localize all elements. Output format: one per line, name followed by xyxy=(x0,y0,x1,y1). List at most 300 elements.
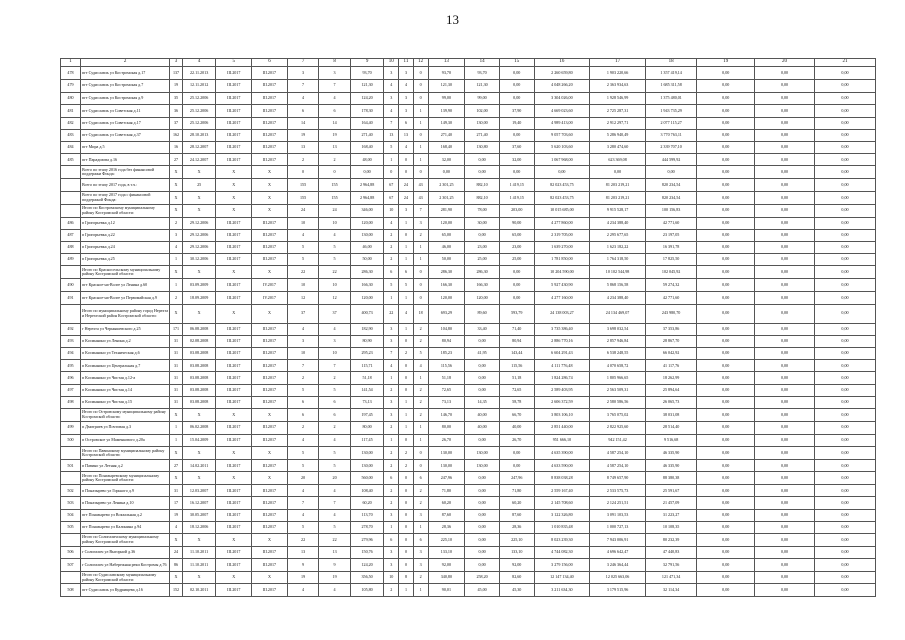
table-cell: 1 xyxy=(170,279,183,292)
table-cell: 0,00 xyxy=(814,571,875,584)
table-cell: 2 xyxy=(399,460,414,472)
table-cell: 0,00 xyxy=(755,92,815,105)
table-cell: 0,00 xyxy=(755,204,815,217)
table-cell: 27 xyxy=(170,460,183,472)
table-cell: 0,00 xyxy=(755,266,815,279)
table-cell: 155 xyxy=(287,191,319,204)
table-cell: 505 xyxy=(61,521,81,533)
table-cell: 4 xyxy=(399,304,414,323)
table-cell: 4 xyxy=(413,360,428,372)
table-cell: 1 xyxy=(384,154,399,166)
table-cell: 2 964,88 xyxy=(350,191,384,204)
table-cell: 0,00 xyxy=(697,323,755,335)
table-cell: 168,40 xyxy=(350,141,384,153)
table-cell: 3 246 364,44 xyxy=(590,558,646,571)
table-cell: Итого по Павинскому муниципальному району Костромской области: xyxy=(80,447,169,460)
table-cell: 0 xyxy=(413,291,428,304)
table-cell: 0,00 xyxy=(697,497,755,509)
table-cell: 162 xyxy=(170,129,183,141)
table-cell: 10 xyxy=(287,217,319,229)
table-cell: 2 xyxy=(384,241,399,253)
table-cell: 13 xyxy=(399,129,414,141)
table-cell: 0,00 xyxy=(755,79,815,92)
table-cell: 22 xyxy=(319,533,351,546)
table-cell: 29.12.2006 xyxy=(182,217,216,229)
table-cell: 2 295 677,65 xyxy=(590,229,646,241)
table-cell: 2 xyxy=(413,335,428,347)
table-cell: 0,00 xyxy=(814,408,875,421)
table-cell: 486 xyxy=(61,217,81,229)
table-cell: 3 803 106,10 xyxy=(534,408,590,421)
table-cell: 14 xyxy=(319,117,351,129)
table-cell: 7 xyxy=(319,360,351,372)
table-cell: 104,80 xyxy=(428,323,465,335)
table-cell: 0 xyxy=(399,154,414,166)
table-cell: 2 xyxy=(170,291,183,304)
table-cell: 31 xyxy=(170,360,183,372)
table-cell: 3 xyxy=(384,396,399,408)
table-cell: 10 015 685,00 xyxy=(534,204,590,217)
table-cell: 0,00 xyxy=(697,105,755,117)
table-cell: 4 xyxy=(287,485,319,497)
table-cell: 71,40 xyxy=(499,323,534,335)
table-cell: 0 xyxy=(413,166,428,179)
table-cell: III.2017 xyxy=(216,421,252,434)
table-cell: 37,60 xyxy=(499,141,534,153)
table-cell: 3 xyxy=(287,67,319,80)
table-cell: III.2017 xyxy=(216,217,252,229)
table-cell: 0,00 xyxy=(534,166,590,179)
table-cell: 593,79 xyxy=(499,304,534,323)
table-cell: 1 xyxy=(170,434,183,447)
table-cell: 9 915 528,17 xyxy=(590,204,646,217)
table-cell: 0,00 xyxy=(814,217,875,229)
table-cell: 121 471,34 xyxy=(645,571,696,584)
table-cell: 99,00 xyxy=(428,92,465,105)
table-cell: пгт Судиславль ул Костромская д.17 xyxy=(80,67,169,80)
table-cell: 2 xyxy=(399,348,414,360)
table-cell: 81 203 219,21 xyxy=(590,191,646,204)
table-cell xyxy=(61,447,81,460)
table-cell: 0,00 xyxy=(499,447,534,460)
table-cell: г Солигалич ул Выгорной д.36 xyxy=(80,546,169,558)
table-cell: 130,00 xyxy=(350,229,384,241)
table-cell: 225,10 xyxy=(428,533,465,546)
table-cell: 0,00 xyxy=(814,360,875,372)
table-cell: 25.12.2006 xyxy=(182,117,216,129)
table-cell: 32 114,34 xyxy=(645,584,696,597)
table-cell: 0,00 xyxy=(428,166,465,179)
table-cell: 0,00 xyxy=(814,204,875,217)
table-cell: 278,70 xyxy=(350,521,384,533)
table-cell: 499 xyxy=(61,421,81,434)
table-cell: 2 xyxy=(413,229,428,241)
table-cell: III.2017 xyxy=(252,79,288,92)
table-cell: 2 301,25 xyxy=(428,179,465,192)
table-cell: 03.08.2008 xyxy=(182,372,216,384)
table-cell: III.2017 xyxy=(252,117,288,129)
table-cell: 18 xyxy=(413,304,428,323)
table-row xyxy=(61,217,876,229)
table-cell: X xyxy=(170,304,183,323)
table-cell: III.2017 xyxy=(252,92,288,105)
column-header: 9 xyxy=(350,59,384,67)
table-cell: 1 xyxy=(384,291,399,304)
table-cell: 81 203 219,21 xyxy=(590,179,646,192)
table-cell: 51,18 xyxy=(499,372,534,384)
table-cell: 0,00 xyxy=(590,166,646,179)
table-header xyxy=(61,59,876,67)
table-cell: Всего по этапу 2017 года с финансовой поддержкой Фонда: xyxy=(80,191,169,204)
table-cell: X xyxy=(182,408,216,421)
table-cell: III.2017 xyxy=(216,497,252,509)
table-cell: 2 124 251,51 xyxy=(590,497,646,509)
table-cell: 37 xyxy=(287,304,319,323)
table-cell: 490 xyxy=(61,279,81,292)
table-cell: 5 xyxy=(287,460,319,472)
table-cell: III.2017 xyxy=(216,584,252,597)
table-cell: 0 xyxy=(413,447,428,460)
table-cell: 0,00 xyxy=(755,485,815,497)
table-cell: 10 xyxy=(384,204,399,217)
table-cell: 497 xyxy=(61,384,81,396)
table-cell: 06.08.2008 xyxy=(182,323,216,335)
table-cell: X xyxy=(252,166,288,179)
table-cell: 0,00 xyxy=(755,179,815,192)
table-cell: 0,00 xyxy=(814,497,875,509)
table-cell: 6 xyxy=(319,396,351,408)
table-cell: 3 770 763,11 xyxy=(645,129,696,141)
table-cell: 0,00 xyxy=(755,154,815,166)
table-cell: 28,36 xyxy=(499,521,534,533)
table-cell xyxy=(61,571,81,584)
table-cell: 46,00 xyxy=(350,241,384,253)
table-cell: Итого по Поназыревскому муниципальному району Костромской области: xyxy=(80,472,169,485)
table-cell: X xyxy=(182,166,216,179)
table-cell: 1 419,15 xyxy=(499,179,534,192)
table-cell: 1 xyxy=(399,241,414,253)
table-row xyxy=(61,509,876,521)
table-cell xyxy=(61,533,81,546)
table-cell: 5 xyxy=(319,521,351,533)
table-cell: 0,00 xyxy=(465,229,500,241)
table-cell: 29.12.2006 xyxy=(182,241,216,253)
table-cell: 1 357 419,14 xyxy=(645,67,696,80)
table-cell: 12 025 663,06 xyxy=(590,571,646,584)
table-cell: 2 xyxy=(384,497,399,509)
table-cell: 121,30 xyxy=(465,79,500,92)
table-cell: X xyxy=(216,571,252,584)
table-cell: 03.08.2008 xyxy=(182,384,216,396)
table-cell: 0,00 xyxy=(499,460,534,472)
table-cell: 4 989 413,00 xyxy=(534,117,590,129)
table-cell: 0,00 xyxy=(697,485,755,497)
table-cell: 0,00 xyxy=(465,497,500,509)
table-cell: 185,23 xyxy=(428,348,465,360)
table-cell: 4 xyxy=(319,229,351,241)
table-cell: 3 xyxy=(384,92,399,105)
table-cell: 489 xyxy=(61,254,81,266)
table-cell: 0,00 xyxy=(697,79,755,92)
table-cell: 60,20 xyxy=(499,497,534,509)
table-cell: 6 xyxy=(399,117,414,129)
table-cell: 24 138 003,27 xyxy=(534,304,590,323)
table-cell: 0,00 xyxy=(755,460,815,472)
table-cell: п Григорьевка д.22 xyxy=(80,229,169,241)
table-cell: III.2017 xyxy=(216,105,252,117)
table-cell: 2 xyxy=(170,217,183,229)
table-row xyxy=(61,335,876,347)
table-cell: 0,00 xyxy=(755,254,815,266)
table-cell: 03.08.2008 xyxy=(182,396,216,408)
table-row xyxy=(61,384,876,396)
table-cell: 26,70 xyxy=(499,434,534,447)
table-cell: III.2017 xyxy=(216,335,252,347)
table-cell: 1 943 735,29 xyxy=(645,105,696,117)
table-cell: III.2017 xyxy=(252,396,288,408)
table-cell: 5 xyxy=(287,384,319,396)
table-cell: 0,00 xyxy=(814,558,875,571)
table-cell: 30.12.2006 xyxy=(182,254,216,266)
table-cell xyxy=(61,191,81,204)
table-cell: X xyxy=(182,191,216,204)
table-cell: 10 204 590,00 xyxy=(534,266,590,279)
table-cell: п Григорьевка д.25 xyxy=(80,254,169,266)
table-cell: 72,65 xyxy=(499,384,534,396)
table-cell: 0,00 xyxy=(465,533,500,546)
table-cell: 42 771,60 xyxy=(645,291,696,304)
table-cell: 50,00 xyxy=(428,254,465,266)
table-cell: 6 604 291,43 xyxy=(534,348,590,360)
table-cell: 28.12.2007 xyxy=(182,141,216,153)
table-cell: 2 xyxy=(287,372,319,384)
table-cell: 0,00 xyxy=(755,335,815,347)
table-cell: 243 980,70 xyxy=(645,304,696,323)
table-cell: X xyxy=(252,533,288,546)
column-header: 18 xyxy=(645,59,696,67)
table-cell: 4 xyxy=(399,79,414,92)
table-cell: 494 xyxy=(61,348,81,360)
table-cell: 26,70 xyxy=(428,434,465,447)
table-cell: 1 623 182,22 xyxy=(590,241,646,253)
table-row xyxy=(61,372,876,384)
table-cell: 2 725 287,31 xyxy=(590,105,646,117)
table-cell: 0 xyxy=(319,166,351,179)
table-row xyxy=(61,571,876,584)
table-cell: 4 xyxy=(384,360,399,372)
table-cell: III.2017 xyxy=(216,141,252,153)
table-cell: 0 xyxy=(399,472,414,485)
table-cell: пгт Судиславль ул Советская д.37 xyxy=(80,129,169,141)
table-cell: 0,00 xyxy=(697,92,755,105)
table-row xyxy=(61,92,876,105)
table-cell: III.2017 xyxy=(216,360,252,372)
table-cell: 4 587 254,10 xyxy=(590,460,646,472)
table-cell: 1 764 318,50 xyxy=(590,254,646,266)
table-cell: 480 xyxy=(61,92,81,105)
table-cell: 0,00 xyxy=(814,304,875,323)
table-cell: 9 xyxy=(319,558,351,571)
table-cell: 3 xyxy=(399,105,414,117)
table-cell: III.2017 xyxy=(216,154,252,166)
table-cell: 120,00 xyxy=(465,291,500,304)
table-cell: 2 580 586,56 xyxy=(590,396,646,408)
table-cell: пгт Поназырево ул Вокзальная д.2 xyxy=(80,509,169,521)
table-cell: III.2017 xyxy=(252,360,288,372)
table-cell: 0,00 xyxy=(755,191,815,204)
table-cell: 102 045,92 xyxy=(645,266,696,279)
table-cell: 146,70 xyxy=(428,408,465,421)
table-cell: 12.03.2007 xyxy=(182,485,216,497)
table-cell: 2 xyxy=(319,421,351,434)
table-cell: 2 912 297,71 xyxy=(590,117,646,129)
table-cell: 4 277 160,00 xyxy=(534,291,590,304)
table-cell: 58,78 xyxy=(499,396,534,408)
table-body xyxy=(61,67,876,597)
table-cell: 0,00 xyxy=(465,154,500,166)
table-cell: 0,00 xyxy=(755,509,815,521)
table-cell: 3 xyxy=(384,323,399,335)
table-cell: 4 xyxy=(319,509,351,521)
table-cell: 38 031,08 xyxy=(645,408,696,421)
table-cell: 487 xyxy=(61,229,81,241)
table-cell: 4 696 642,47 xyxy=(590,546,646,558)
table-cell: 80,94 xyxy=(428,335,465,347)
table-cell: 484 xyxy=(61,141,81,153)
table-row xyxy=(61,204,876,217)
column-header: 7 xyxy=(287,59,319,67)
table-cell: п Павино ул Летняя д.2 xyxy=(80,460,169,472)
table-cell: 1 805 966,65 xyxy=(590,372,646,384)
table-cell: 35 xyxy=(170,92,183,105)
table-cell: 0,00 xyxy=(697,141,755,153)
table-cell: 33,40 xyxy=(465,323,500,335)
table-cell: 4 xyxy=(384,79,399,92)
table-cell: 0,00 xyxy=(755,67,815,80)
table-cell: 0,00 xyxy=(697,117,755,129)
table-cell: 8 749 657,90 xyxy=(590,472,646,485)
table-cell: 137 xyxy=(170,67,183,80)
table-cell: 3 xyxy=(287,335,319,347)
table-cell: п Поназырево ул Горького д.9 xyxy=(80,485,169,497)
column-header: 1 xyxy=(61,59,81,67)
table-cell: 1 xyxy=(384,434,399,447)
table-cell: 19 xyxy=(170,79,183,92)
table-cell: 1 xyxy=(399,584,414,597)
table-cell: 29.12.2006 xyxy=(182,229,216,241)
table-cell: X xyxy=(170,472,183,485)
table-cell: III.2017 xyxy=(252,323,288,335)
table-cell: 51,18 xyxy=(428,372,465,384)
table-cell: 5 xyxy=(319,384,351,396)
table-cell: X xyxy=(252,447,288,460)
table-cell: 2 589 403,95 xyxy=(534,384,590,396)
table-cell: 0,00 xyxy=(755,521,815,533)
table-row xyxy=(61,154,876,166)
table-cell: III.2017 xyxy=(216,291,252,304)
table-cell: 0,00 xyxy=(499,79,534,92)
table-row xyxy=(61,279,876,292)
table-cell: 90,01 xyxy=(428,584,465,597)
table-cell: 0 xyxy=(399,384,414,396)
table-cell: III.2017 xyxy=(216,79,252,92)
table-cell: X xyxy=(170,166,183,179)
table-cell: III.2017 xyxy=(252,546,288,558)
table-cell: 820 234,54 xyxy=(645,191,696,204)
table-cell: 0,00 xyxy=(814,279,875,292)
table-row xyxy=(61,117,876,129)
table-cell: 10 xyxy=(319,348,351,360)
table-cell: 139,90 xyxy=(428,105,465,117)
table-cell: пгт Красное-на-Волге ул Ленина д.60 xyxy=(80,279,169,292)
table-cell: X xyxy=(170,447,183,460)
table-cell: 3 091 103,53 xyxy=(590,509,646,521)
table-cell: 0,00 xyxy=(814,191,875,204)
table-cell: 0 xyxy=(413,92,428,105)
table-cell: 100 156,83 xyxy=(645,204,696,217)
table-cell: 0,00 xyxy=(814,372,875,384)
table-cell: 2 851 440,00 xyxy=(534,421,590,434)
table-cell: 0,00 xyxy=(499,67,534,80)
table-cell: 73,13 xyxy=(350,396,384,408)
table-cell: 31 xyxy=(170,485,183,497)
table-cell: 41,95 xyxy=(465,348,500,360)
table-cell: 133,10 xyxy=(428,546,465,558)
table-cell: 5 868 156,58 xyxy=(590,279,646,292)
table-cell: 19 xyxy=(319,571,351,584)
table-cell: 59 274,32 xyxy=(645,279,696,292)
table-cell: 1 xyxy=(413,521,428,533)
table-cell: III.2017 xyxy=(216,254,252,266)
table-cell: 6 xyxy=(319,408,351,421)
table-cell: 3 279 156,00 xyxy=(534,558,590,571)
table-cell: 13 xyxy=(287,141,319,153)
table-cell: III.2017 xyxy=(252,241,288,253)
table-cell: 0,00 xyxy=(755,304,815,323)
table-cell: 1 xyxy=(384,372,399,384)
table-cell: 27 xyxy=(170,154,183,166)
table-cell: Итого по Солигаличскому муниципальному району Костромской области: xyxy=(80,533,169,546)
table-cell: 25 894,64 xyxy=(645,384,696,396)
table-cell: 500 xyxy=(61,434,81,447)
table-cell: 0,00 xyxy=(755,348,815,360)
table-cell: 11.10.2011 xyxy=(182,546,216,558)
table-cell: 0,00 xyxy=(755,472,815,485)
column-header: 2 xyxy=(80,59,169,67)
table-cell: 3 xyxy=(170,229,183,241)
table-cell: 45,00 xyxy=(465,584,500,597)
table-cell: 65,00 xyxy=(428,229,465,241)
table-row xyxy=(61,360,876,372)
table-cell: 73,13 xyxy=(428,396,465,408)
table-cell: 178,30 xyxy=(350,105,384,117)
table-cell: 1 xyxy=(413,105,428,117)
table-cell: 0,00 xyxy=(499,291,534,304)
table-cell: 18.12.2006 xyxy=(182,521,216,533)
table-cell: 1 xyxy=(399,254,414,266)
table-cell: 37 353,86 xyxy=(645,323,696,335)
table-cell: 0,00 xyxy=(814,485,875,497)
table-cell: 66,70 xyxy=(499,408,534,421)
table-cell: 3 765 075,02 xyxy=(590,408,646,421)
table-row xyxy=(61,408,876,421)
table-cell: 37 xyxy=(319,304,351,323)
table-cell: 3 735 386,40 xyxy=(534,323,590,335)
table-cell: 0,00 xyxy=(814,521,875,533)
table-cell: 155 xyxy=(319,179,351,192)
table-cell: 482 xyxy=(61,117,81,129)
table-cell: 0,00 xyxy=(465,384,500,396)
